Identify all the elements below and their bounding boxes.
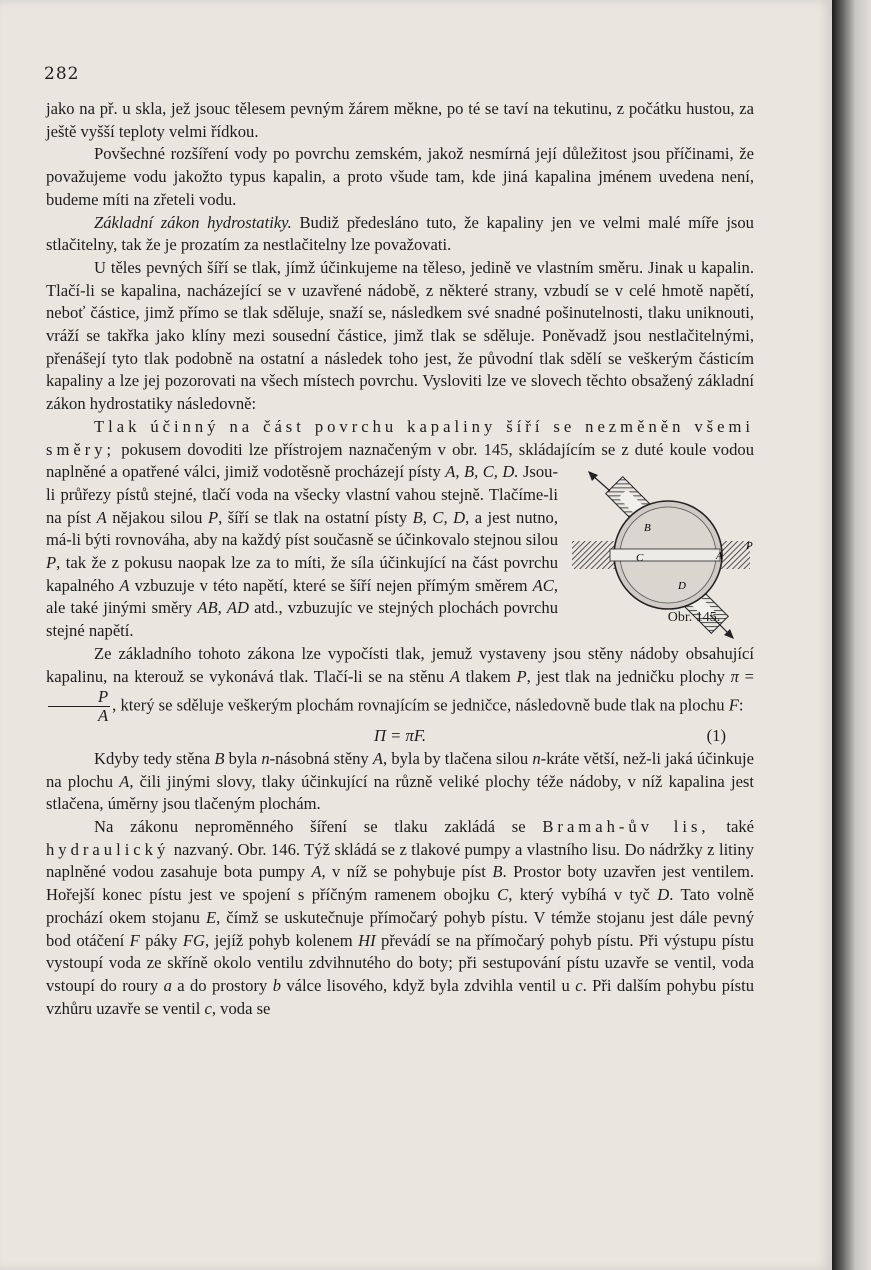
formula: Π = πF. <box>374 726 426 746</box>
paragraph-3: Základní zákon hydrostatiky. Budiž předesláno tuto, že kapaliny jen ve velmi malé míře jsou stlačitelny, tak že je prozatím za nestlačitelny lze považovati. <box>46 212 754 255</box>
section-heading: Základní zákon hydrostatiky. <box>94 212 292 232</box>
piston-rod <box>610 549 720 561</box>
label-c: C <box>636 552 644 565</box>
fraction-p-over-a: $\frac{P}{A}$ <box>48 688 110 725</box>
label-a: A <box>716 550 723 563</box>
figure-145 <box>570 465 760 641</box>
label-b: B <box>644 522 651 535</box>
paragraph-8: Na zákonu nepromĕnného šíření se tlaku zakládá se Bramah-ův lis, také hydraulický nazvaný. Obr. 146. Týž skládá se z tlakové pumpy a vlastního lisu. Do nádržky z litiny naplněné vodou zasahuje bota pumpy A, v níž se pohybuje píst B. Prostor boty uzavřen jest ventilem. Hořejší konec pístu jest ve spojení s příčným ramenem obojku C, který vybíhá v tyč D. Tato volně prochází okem stojanu E, čímž se uskutečnuje přímočarý pohyb pístu. V témže stojanu jest dále pevný bod otáčení F páky FG, jejíž pohyb kolenem HI převádí se na přímočarý pohyb pístu. Při výstupu pístu vystoupí voda ze skříně okolo ventilu zdvihnutého do boty; při sestupování pístu uzavře se ventil, voda vstoupí do roury a a do prostory b válce lisového, když byla zdvihla ventil u c. Při dalším pohybu pístu vzhůru uzavře se ventil c, voda se <box>46 817 755 1018</box>
paragraph-2: Povšechné rozšíření vody po povrchu zemském, jakož nesmírná její důležitost jsou příčinami, že považujeme vodu jakožto typus kapalin, a proto všude tam, kde jiná kapalina jménem uvedena není, budeme míti na zřeteli vodu. <box>46 144 754 209</box>
paragraph-1: jako na př. u skla, jež jsouc tělesem pevným žárem měkne, po té se taví na tekutinu, z počátku hustou, za ještě vyšší teploty velmi řídkou. <box>46 99 754 141</box>
formula-line <box>46 725 754 748</box>
label-p: P <box>746 540 753 553</box>
label-d: D <box>678 580 686 593</box>
book-spine-shadow <box>832 0 871 1270</box>
paragraph-7: Kdyby tedy stěna B byla n-násobná stěny A, byla by tlačena silou n-kráte větší, než-li jaká účinkuje na plochu A, čili jinými slovy, tlaky účinkující na různě veliké plochy téže nádoby, v níž kapalina jest stlačena, úměrny jsou tlačeným plochám. <box>46 748 755 814</box>
paragraph-5: Tlak účinný na část povrchu kapaliny šíří se nezměněn všemi směry; pokusem dovoditi lze přístrojem naznačeným v obr. 145, skládajícím se z duté koule vodou naplněné a opatřené válci, jimiž vodotěsně procházejí písty B C A D P Obr. 145. A, B, C, D. Jsou-li průřezy pístů stejné, tlačí voda na všecky vlastní vahou stejně. Tlačíme-li na píst A nějakou silou P, šíří se tlak na ostatní písty B, C, D, a jest nutno, má-li býti rovnováha, aby na každý píst současně se účinkovalo stejnou silou P, tak že z pokusu naopak lze za to míti, že síla účinkující na část povrchu kapalného A vzbuzuje v této napětí, které se šíří nejen přímým směrem AC, ale také jinými směry AB, AD atd., vzbuzujíc ve stejných plochách povrchu stejné napětí. <box>46 416 754 643</box>
equation-number: (1) <box>706 726 726 746</box>
law-statement: Tlak účinný na část povrchu kapaliny šíří se nezměněn všemi směry; <box>46 416 754 459</box>
paragraph-4: U těles pevných šíří se tlak, jímž účinkujeme na těleso, jedině ve vlastním směru. Jinak u kapalin. Tlačí-li se kapalina, nacházející se v uzavřené nádobě, z některé strany, vzbudí se v celé hmotě napětí, neboť částice, jimž přímo se tlak sděluje, snaží se, následkem své snadné pošinutelnosti, tlaku uniknouti, vráží se takřka jako klíny mezi sousední částice, jimž tlak se sděluje. Poněvadž jsou nestlačitelnými, přenášejí tyto tlak podobně na ostatní a následek toho jest, že původní tlak sdělí se veškerým částicím kapaliny a lze jej pozorovati na všech místech povrchu. Vysloviti lze ve slovech těchto obsažený základní zákon hydrostatiky následovně: <box>46 257 754 414</box>
page-number: 282 <box>44 64 80 84</box>
cylinder-c <box>572 541 616 569</box>
pi-symbol: π <box>730 666 739 686</box>
paragraph-6: Ze základního tohoto zákona lze vypočísti tlak, jemuž vystaveny jsou stěny nádoby obsahující kapalinu, na kterouž se vykonává tlak. Tlačí-li se na stěnu A tlakem P, jest tlak na jedničku plochy π = $\frac{P}{A}$ , který se sděluje veškerým plochám rovnajícím se jedničce, následovně bude tlak na plochu F: <box>46 643 754 726</box>
figure-caption: Obr. 145. <box>667 610 721 626</box>
body-text <box>46 98 754 1020</box>
